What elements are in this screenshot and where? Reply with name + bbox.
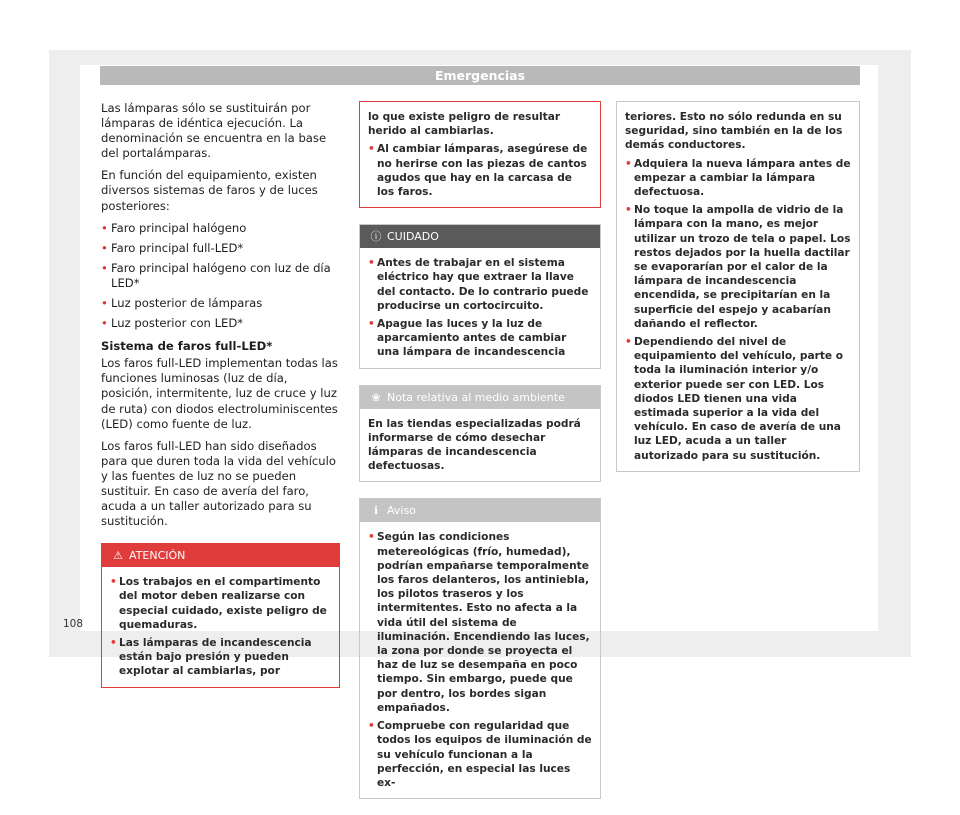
caution-header <box>360 225 600 248</box>
list-item: • Luz posterior con LED* <box>101 316 340 331</box>
environment-title: Nota relativa al medio ambiente <box>387 390 565 404</box>
notice-item: • Compruebe con regularidad que todos los equipos de iluminación de su vehículo funcionan a la perfección, en especial las luces ex- <box>368 719 592 790</box>
environment-icon: ❀ <box>371 390 381 404</box>
notice-item: • Según las condiciones metereológicas (frío, humedad), podrían empañarse temporalmente los faros delanteros, los antiniebla, los pilotos traseros y los intermitentes. Esto no afecta a la vida útil del sistema de iluminación. Encendiendo las luces, la zona por donde se proyecta el haz de luz se desempaña en poco tiempo. Sin embargo, puede que por dentro, los bordes sigan empañados. <box>368 530 592 715</box>
caution-item: • Apague las luces y la luz de aparcamiento antes de cambiar una lámpara de incandescencia <box>368 317 592 360</box>
section-header: Emergencias <box>100 66 860 85</box>
list-item: • Faro principal halógeno <box>101 221 340 236</box>
page-number: 108 <box>63 618 84 630</box>
notice-continued-box <box>616 101 860 472</box>
section-subheading: Sistema de faros full-LED* <box>101 339 273 354</box>
warning-box <box>101 543 340 687</box>
lamp-types-list <box>101 221 340 332</box>
list-item: • Luz posterior de lámparas <box>101 296 340 311</box>
environment-box <box>359 385 601 483</box>
warning-item: • Los trabajos en el compartimento del motor deben realizarse con especial cuidado, existe peligro de quemaduras. <box>110 575 331 632</box>
column-2 <box>359 101 601 815</box>
notice-continued-body <box>617 102 859 471</box>
led-paragraph-1: Los faros full-LED implementan todas las funciones luminosas (luz de día, posición, intermitente, luz de cruce y luz de ruta) con diodos electroluminiscentes (LED) como fuente de luz. <box>101 356 338 431</box>
notice-title: Aviso <box>387 504 416 518</box>
warning-item: • Al cambiar lámparas, asegúrese de no herirse con las piezas de cantos agudos que hay en la carcasa de los faros. <box>368 142 592 199</box>
intro-paragraph: Las lámparas sólo se sustituirán por lámparas de idéntica ejecución. La denominación se encuentra en la base del portalámparas. <box>101 101 327 161</box>
environment-header <box>360 386 600 409</box>
warning-continued-body <box>360 102 600 207</box>
column-1 <box>101 101 340 704</box>
list-item: • Faro principal halógeno con luz de día LED* <box>101 261 340 291</box>
caution-item: • Antes de trabajar en el sistema eléctrico hay que extraer la llave del contacto. De lo contrario puede producirse un cortocircuito. <box>368 256 592 313</box>
warning-title: ATENCIÓN <box>129 549 186 563</box>
warning-header <box>102 544 339 567</box>
notice-item: • Adquiera la nueva lámpara antes de empezar a cambiar la lámpara defectuosa. <box>625 157 851 200</box>
column-3 <box>616 101 860 488</box>
notice-continued-text: teriores. Esto no sólo redunda en su seguridad, sino también en la de los demás conductores. <box>625 111 843 152</box>
notice-box <box>359 498 601 799</box>
equipment-paragraph: En función del equipamiento, existen diversos sistemas de faros y de luces posteriores: <box>101 168 318 213</box>
warning-triangle-icon: ⚠ <box>113 549 123 563</box>
notice-body <box>360 522 600 798</box>
warning-continued-text: lo que existe peligro de resultar herido al cambiarlas. <box>368 111 561 138</box>
notice-item: • No toque la ampolla de vidrio de la lámpara con la mano, es mejor utilizar un trozo de tela o papel. Los restos dejados por la huella dactilar se evaporarían por el calor de la lámpara de incandescencia encendida, se precipitarían en la superficie del espejo y acabarían dañando el reflector. <box>625 203 851 331</box>
list-item: • Faro principal full-LED* <box>101 241 340 256</box>
warning-body <box>102 567 339 686</box>
caution-box <box>359 224 601 368</box>
environment-body <box>360 409 600 482</box>
led-paragraph-2: Los faros full-LED han sido diseñados para que duren toda la vida del vehículo y las fuentes de luz no se pueden sustituir. En caso de avería del faro, acuda a un taller autorizado para su sustitución. <box>101 438 336 529</box>
caution-circle-icon: ⓘ <box>370 230 382 244</box>
warning-item: • Las lámparas de incandescencia están bajo presión y pueden explotar al cambiarlas, por <box>110 636 331 679</box>
notice-item: • Dependiendo del nivel de equipamiento del vehículo, parte o toda la iluminación interior y/o exterior puede ser con LED. Los diodos LED tienen una vida estimada superior a la vida del vehículo. En caso de avería de una luz LED, acuda a un taller autorizado para su sustitución. <box>625 335 851 463</box>
caution-title: CUIDADO <box>387 230 439 244</box>
info-icon: ℹ <box>373 504 379 518</box>
warning-continued-box <box>359 101 601 208</box>
notice-header <box>360 499 600 522</box>
caution-body <box>360 248 600 367</box>
environment-text: En las tiendas especializadas podrá informarse de cómo desechar lámparas de incandescencia defectuosas. <box>368 417 581 473</box>
